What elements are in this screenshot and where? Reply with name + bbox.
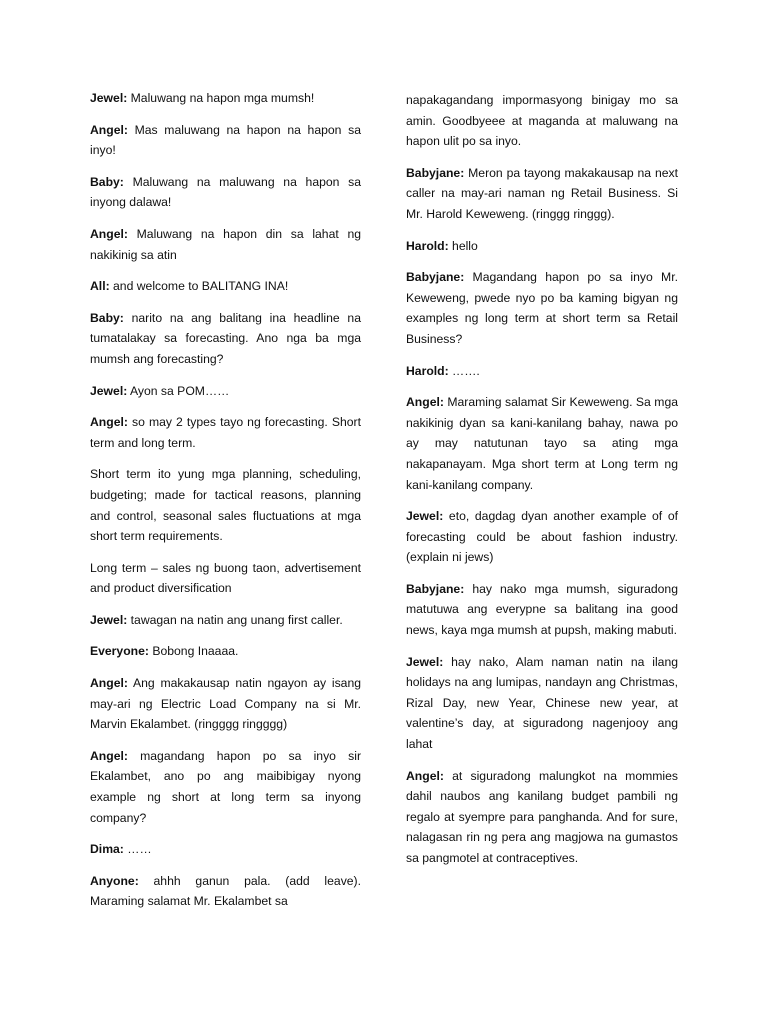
dialogue-paragraph: [406, 90, 678, 152]
dialogue-text: eto, dagdag dyan another example of of forecasting could be about fashion industry. (explain ni jews): [406, 509, 678, 565]
dialogue-text: Maluwang na maluwang na hapon sa inyong dalawa!: [90, 174, 361, 210]
dialogue-text: Ayon sa POM……: [129, 383, 230, 398]
dialogue-text: napakagandang impormasyong binigay mo sa amin. Goodbyeee at maganda at maluwang na hapon ulit po sa inyo.: [406, 93, 678, 149]
dialogue-paragraph: [90, 746, 361, 828]
dialogue-paragraph: [406, 506, 678, 568]
dialogue-text: Short term ito yung mga planning, scheduling, budgeting; made for tactical reasons, planning and control, seasonal sales fluctuations at mga short term requirements.: [90, 467, 361, 544]
dialogue-text: and welcome to BALITANG INA!: [113, 279, 289, 294]
dialogue-paragraph: [90, 276, 361, 297]
dialogue-text: narito na ang balitang ina headline na tumatalakay sa forecasting. Ano nga ba mga mumsh ang forecasting?: [90, 310, 361, 366]
dialogue-paragraph: [406, 392, 678, 495]
dialogue-text: Magandang hapon po sa inyo Mr. Keweweng, pwede nyo po ba kaming bigyan ng examples ng long term at short term sa Retail Business?: [406, 270, 678, 346]
speaker-label: Harold:: [406, 238, 449, 253]
speaker-label: Angel:: [406, 768, 444, 783]
dialogue-paragraph: [90, 839, 361, 860]
dialogue-paragraph: [406, 163, 678, 225]
dialogue-paragraph: [90, 673, 361, 735]
dialogue-paragraph: [90, 412, 361, 453]
left-column: [90, 88, 361, 923]
dialogue-text: Mas maluwang na hapon na hapon sa inyo!: [90, 122, 361, 158]
speaker-label: Baby:: [90, 310, 124, 325]
speaker-label: Babyjane:: [406, 581, 465, 596]
dialogue-paragraph: [406, 361, 678, 382]
dialogue-text: Maluwang na hapon mga mumsh!: [130, 91, 315, 105]
speaker-label: Jewel:: [90, 91, 128, 105]
speaker-label: Anyone:: [90, 873, 139, 888]
speaker-label: Jewel:: [406, 654, 444, 669]
speaker-label: Everyone:: [90, 644, 149, 659]
speaker-label: Jewel:: [90, 612, 128, 627]
speaker-label: Dima:: [90, 842, 124, 857]
dialogue-text: so may 2 types tayo ng forecasting. Short term and long term.: [90, 415, 362, 450]
dialogue-text: hay nako, Alam naman natin na ilang holidays na ang lumipas, nandayn ang Christmas, Rizal Day, new Year, Chinese new year, at valentine’s day, at siguradong nagenjooy ang lahat: [406, 654, 679, 752]
dialogue-paragraph: [406, 236, 678, 257]
dialogue-text: ……: [127, 842, 152, 857]
dialogue-paragraph: [90, 308, 361, 370]
speaker-label: Angel:: [90, 415, 128, 430]
speaker-label: Baby:: [90, 174, 124, 189]
dialogue-paragraph: [90, 88, 361, 109]
speaker-label: Harold:: [406, 363, 449, 378]
dialogue-paragraph: [90, 871, 361, 912]
speaker-label: Angel:: [406, 395, 444, 410]
dialogue-text: ahhh ganun pala. (add leave). Maraming salamat Mr. Ekalambet sa: [90, 873, 362, 909]
dialogue-paragraph: [406, 652, 678, 755]
dialogue-text: Maluwang na hapon din sa lahat ng nakikinig sa atin: [90, 226, 362, 262]
dialogue-text: Long term – sales ng buong taon, advertisement and product diversification: [90, 560, 361, 596]
speaker-label: Babyjane:: [406, 165, 465, 180]
dialogue-text: hello: [452, 238, 478, 253]
dialogue-paragraph: [90, 172, 361, 213]
dialogue-text: Bobong Inaaaa.: [152, 644, 239, 659]
dialogue-paragraph: [406, 267, 678, 349]
dialogue-text: tawagan na natin ang unang first caller.: [130, 612, 343, 627]
speaker-label: Jewel:: [406, 509, 444, 524]
dialogue-text: Maraming salamat Sir Keweweng. Sa mga nakikinig dyan sa kani-kanilang bahay, nawa po ay may natutunan tayo sa ating mga nakapanayam. Mga short term at Long term ng kani-kanilang company.: [406, 395, 678, 492]
dialogue-paragraph: [406, 579, 678, 641]
dialogue-text: at siguradong malungkot na mommies dahil naubos ang kanilang budget pambili ng regalo at syempre para panghanda. And for sure, nalagasan rin ng pera ang magjowa na gumastos sa pangmotel at contraceptives.: [406, 768, 678, 865]
dialogue-paragraph: [90, 381, 361, 402]
dialogue-paragraph: [90, 558, 361, 599]
right-column: [406, 90, 678, 880]
dialogue-paragraph: [406, 766, 678, 869]
dialogue-paragraph: [90, 610, 361, 631]
dialogue-text: Meron pa tayong makakausap na next caller na may-ari naman ng Retail Business. Si Mr. Harold Keweweng. (ringgg ringgg).: [406, 165, 679, 221]
speaker-label: Angel:: [90, 748, 128, 763]
speaker-label: Angel:: [90, 122, 128, 137]
dialogue-text: magandang hapon po sa inyo sir Ekalambet, ano po ang maibibigay nyong example ng short at long term sa inyong company?: [90, 748, 362, 825]
dialogue-paragraph: [90, 641, 361, 662]
dialogue-text: Ang makakausap natin ngayon ay isang may-ari ng Electric Load Company na si Mr. Marvin Ekalambet. (ringggg ringggg): [90, 676, 362, 732]
dialogue-paragraph: [90, 120, 361, 161]
speaker-label: All:: [90, 279, 110, 294]
speaker-label: Angel:: [90, 226, 128, 241]
dialogue-paragraph: [90, 464, 361, 546]
speaker-label: Jewel:: [90, 383, 128, 398]
speaker-label: Angel:: [90, 676, 128, 691]
speaker-label: Babyjane:: [406, 270, 465, 285]
dialogue-text: hay nako mga mumsh, siguradong matutuwa ang everypne sa balitang ina good news, kaya mga mumsh at pupsh, making mabuti.: [406, 581, 678, 638]
dialogue-text: …….: [452, 363, 480, 378]
dialogue-paragraph: [90, 224, 361, 265]
